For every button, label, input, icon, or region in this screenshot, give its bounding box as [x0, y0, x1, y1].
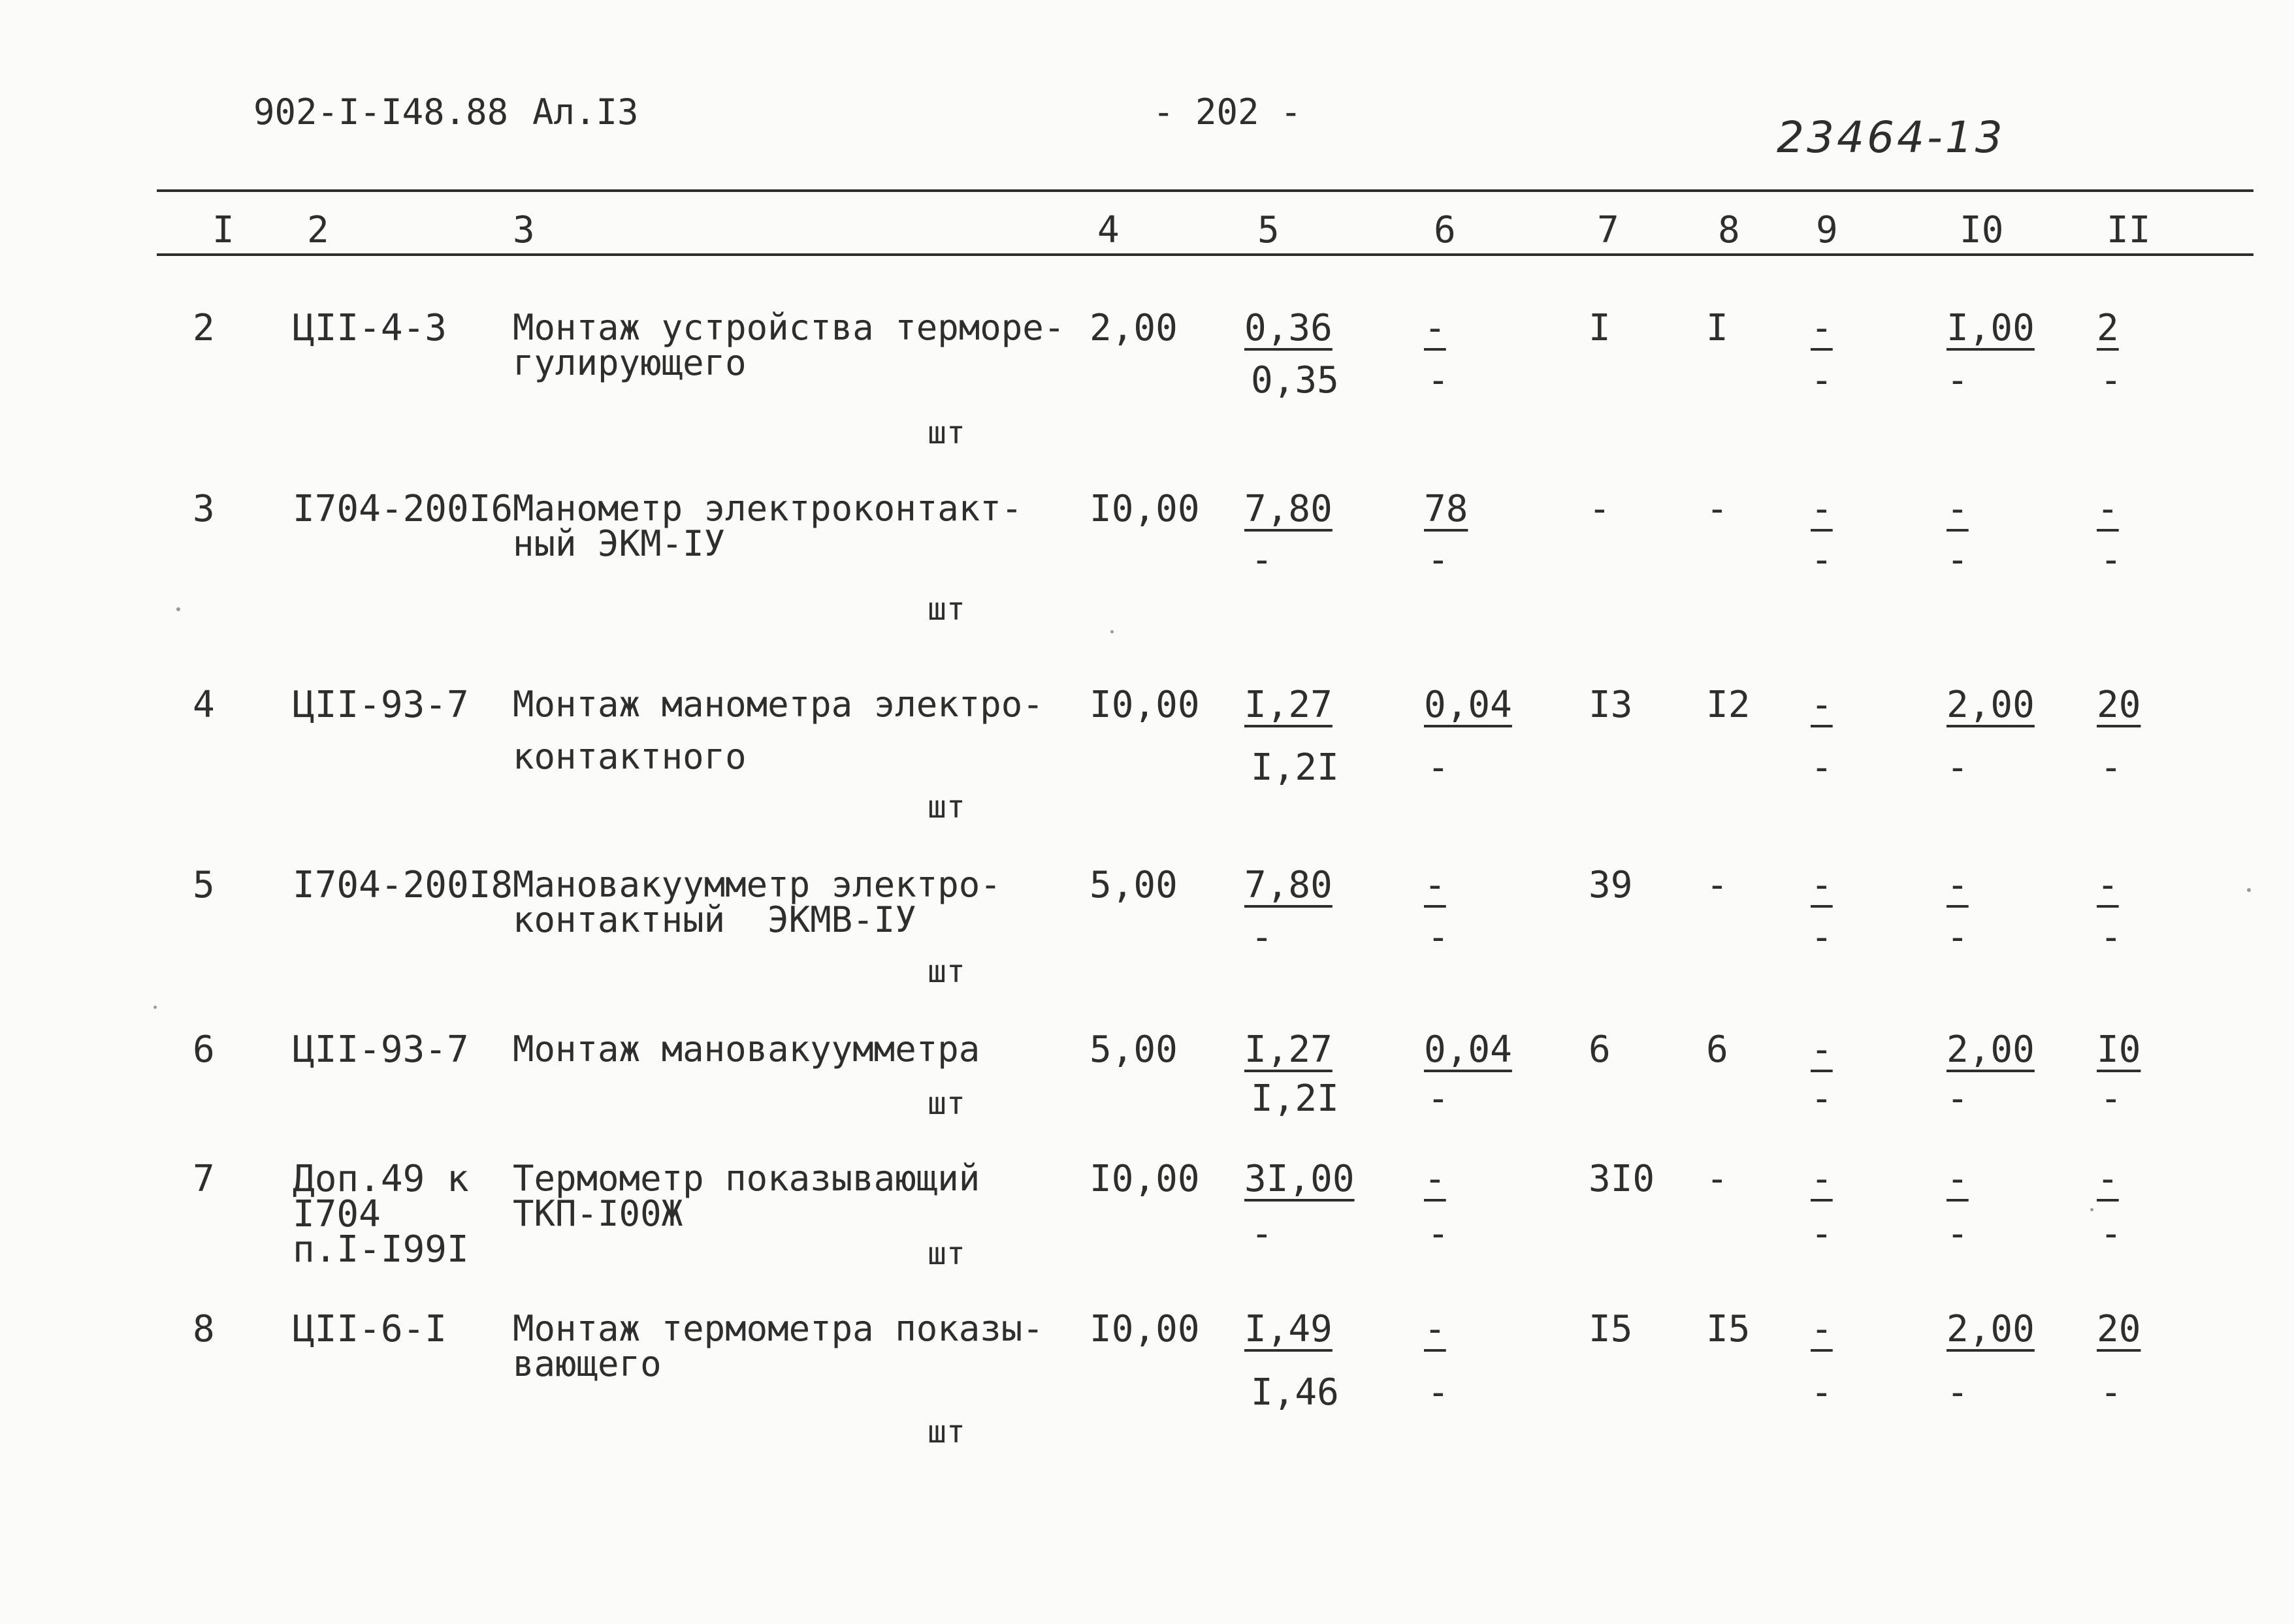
scan-speck: [176, 607, 180, 611]
item-description: гулирующего: [513, 342, 747, 383]
col5-bottom: 0,35: [1251, 359, 1339, 402]
col5-bottom: I,46: [1251, 1371, 1339, 1414]
col7-value: 39: [1589, 864, 1633, 906]
col11-top: 20: [2097, 1308, 2141, 1350]
col11-top: -: [2097, 488, 2119, 530]
document-code: 902-I-I48.88: [253, 91, 509, 133]
col9-bottom: -: [1811, 916, 1833, 959]
col5-top: 7,80: [1244, 488, 1333, 530]
col10-bottom: -: [1947, 359, 1969, 402]
col9-top: -: [1811, 684, 1833, 726]
col10-top: -: [1947, 1158, 1969, 1200]
album-number: Ал.I3: [532, 91, 639, 133]
quantity: I0,00: [1090, 1308, 1200, 1350]
col5-top: 7,80: [1244, 864, 1333, 906]
item-description: контактный ЭКМВ-IУ: [513, 899, 916, 940]
col9-top: -: [1811, 1028, 1833, 1071]
col6-bottom: -: [1427, 916, 1449, 959]
col9-bottom: -: [1811, 359, 1833, 402]
row-number: 3: [193, 488, 215, 530]
col6-bottom: -: [1427, 1213, 1449, 1255]
item-description: Мановакуумметр электро-: [513, 864, 1001, 905]
row-number: 7: [193, 1158, 215, 1200]
scan-speck: [2247, 888, 2251, 892]
col8-value: I2: [1706, 684, 1751, 726]
col10-top: 2,00: [1947, 1308, 2035, 1350]
col11-bottom: -: [2100, 1077, 2122, 1120]
col11-top: 2: [2097, 307, 2119, 349]
col7-value: I: [1589, 307, 1611, 349]
col6-top: 0,04: [1424, 1028, 1512, 1071]
col11-bottom: -: [2100, 916, 2122, 959]
col10-top: -: [1947, 864, 1969, 906]
norm-code: I704: [293, 1193, 381, 1235]
unit-label: шт: [928, 1414, 965, 1450]
column-header-9: 9: [1816, 209, 1838, 251]
unit-label: шт: [928, 1085, 965, 1122]
row-number: 8: [193, 1308, 215, 1350]
scan-speck: [153, 1006, 157, 1009]
col6-bottom: -: [1427, 1371, 1449, 1414]
col5-bottom: I,2I: [1251, 1077, 1339, 1120]
col6-top: -: [1424, 1308, 1446, 1350]
col9-top: -: [1811, 864, 1833, 906]
col10-top: 2,00: [1947, 684, 2035, 726]
column-header-7: 7: [1597, 209, 1619, 251]
col10-bottom: -: [1947, 539, 1969, 581]
col9-top: -: [1811, 1158, 1833, 1200]
quantity: 5,00: [1090, 864, 1178, 906]
unit-label: шт: [928, 1235, 965, 1272]
column-header-4: 4: [1097, 209, 1120, 251]
scan-speck: [2090, 1208, 2093, 1211]
col11-bottom: -: [2100, 1371, 2122, 1414]
column-header-3: 3: [513, 209, 535, 251]
header-rule: [157, 253, 2254, 256]
col10-top: I,00: [1947, 307, 2035, 349]
col8-value: -: [1706, 1158, 1728, 1200]
inventory-number: 23464-13: [1777, 112, 2005, 163]
item-description: Манометр электроконтакт-: [513, 488, 1023, 529]
col11-top: -: [2097, 1158, 2119, 1200]
item-description: Монтаж манометра электро-: [513, 684, 1044, 725]
norm-code: I704-200I6: [293, 488, 513, 530]
row-number: 2: [193, 307, 215, 349]
col8-value: 6: [1706, 1028, 1728, 1071]
quantity: I0,00: [1090, 1158, 1200, 1200]
column-header-8: 8: [1718, 209, 1740, 251]
col10-top: 2,00: [1947, 1028, 2035, 1071]
col5-bottom: -: [1251, 539, 1273, 581]
col8-value: -: [1706, 864, 1728, 906]
item-description: Монтаж устройства терморе-: [513, 307, 1065, 348]
col5-top: I,27: [1244, 1028, 1333, 1071]
col11-bottom: -: [2100, 746, 2122, 789]
norm-code: ЦII-93-7: [293, 684, 469, 726]
col11-bottom: -: [2100, 359, 2122, 402]
item-description: контактного: [513, 736, 747, 777]
quantity: 5,00: [1090, 1028, 1178, 1071]
col11-top: 20: [2097, 684, 2141, 726]
item-description: Монтаж мановакуумметра: [513, 1028, 980, 1070]
col7-value: I3: [1589, 684, 1633, 726]
norm-code: Доп.49 к: [293, 1158, 469, 1200]
norm-code: ЦII-6-I: [293, 1308, 447, 1350]
col9-bottom: -: [1811, 1213, 1833, 1255]
col7-value: -: [1589, 488, 1611, 530]
col5-top: 3I,00: [1244, 1158, 1355, 1200]
col7-value: 6: [1589, 1028, 1611, 1071]
column-header-2: 2: [307, 209, 329, 251]
norm-code: I704-200I8: [293, 864, 513, 906]
col6-bottom: -: [1427, 746, 1449, 789]
unit-label: шт: [928, 953, 965, 990]
col11-bottom: -: [2100, 539, 2122, 581]
col11-top: -: [2097, 864, 2119, 906]
col6-top: -: [1424, 307, 1446, 349]
col8-value: I: [1706, 307, 1728, 349]
unit-label: шт: [928, 415, 965, 451]
col6-top: 0,04: [1424, 684, 1512, 726]
column-header-6: 6: [1434, 209, 1456, 251]
col10-bottom: -: [1947, 916, 1969, 959]
norm-code: п.I-I99I: [293, 1228, 469, 1271]
page-number: - 202 -: [1153, 91, 1302, 133]
col9-bottom: -: [1811, 1077, 1833, 1120]
col10-bottom: -: [1947, 746, 1969, 789]
row-number: 5: [193, 864, 215, 906]
top-rule: [157, 189, 2254, 192]
col11-bottom: -: [2100, 1213, 2122, 1255]
item-description: Монтаж термометра показы-: [513, 1308, 1044, 1349]
col9-bottom: -: [1811, 539, 1833, 581]
col10-bottom: -: [1947, 1213, 1969, 1255]
item-description: ТКП-I00Ж: [513, 1193, 683, 1234]
col5-bottom: -: [1251, 916, 1273, 959]
col8-value: I5: [1706, 1308, 1751, 1350]
col5-top: I,27: [1244, 684, 1333, 726]
row-number: 6: [193, 1028, 215, 1071]
item-description: Термометр показывающий: [513, 1158, 980, 1199]
col6-top: 78: [1424, 488, 1468, 530]
col9-top: -: [1811, 307, 1833, 349]
quantity: I0,00: [1090, 488, 1200, 530]
norm-code: ЦII-93-7: [293, 1028, 469, 1071]
col6-top: -: [1424, 1158, 1446, 1200]
scan-speck: [1110, 630, 1114, 633]
column-header-10: I0: [1960, 209, 2004, 251]
col9-bottom: -: [1811, 1371, 1833, 1414]
quantity: I0,00: [1090, 684, 1200, 726]
col6-bottom: -: [1427, 1077, 1449, 1120]
col7-value: I5: [1589, 1308, 1633, 1350]
col5-top: I,49: [1244, 1308, 1333, 1350]
col9-top: -: [1811, 488, 1833, 530]
col9-bottom: -: [1811, 746, 1833, 789]
quantity: 2,00: [1090, 307, 1178, 349]
col9-top: -: [1811, 1308, 1833, 1350]
col6-top: -: [1424, 864, 1446, 906]
column-header-5: 5: [1257, 209, 1280, 251]
col5-top: 0,36: [1244, 307, 1333, 349]
col8-value: -: [1706, 488, 1728, 530]
col7-value: 3I0: [1589, 1158, 1655, 1200]
col6-bottom: -: [1427, 359, 1449, 402]
col10-bottom: -: [1947, 1077, 1969, 1120]
unit-label: шт: [928, 789, 965, 825]
col6-bottom: -: [1427, 539, 1449, 581]
col11-top: I0: [2097, 1028, 2141, 1071]
norm-code: ЦII-4-3: [293, 307, 447, 349]
row-number: 4: [193, 684, 215, 726]
col5-bottom: -: [1251, 1213, 1273, 1255]
item-description: вающего: [513, 1343, 662, 1384]
col10-top: -: [1947, 488, 1969, 530]
col10-bottom: -: [1947, 1371, 1969, 1414]
unit-label: шт: [928, 591, 965, 628]
item-description: ный ЭКМ-IУ: [513, 523, 726, 564]
column-header-11: II: [2107, 209, 2151, 251]
col5-bottom: I,2I: [1251, 746, 1339, 789]
column-header-1: I: [212, 209, 234, 251]
